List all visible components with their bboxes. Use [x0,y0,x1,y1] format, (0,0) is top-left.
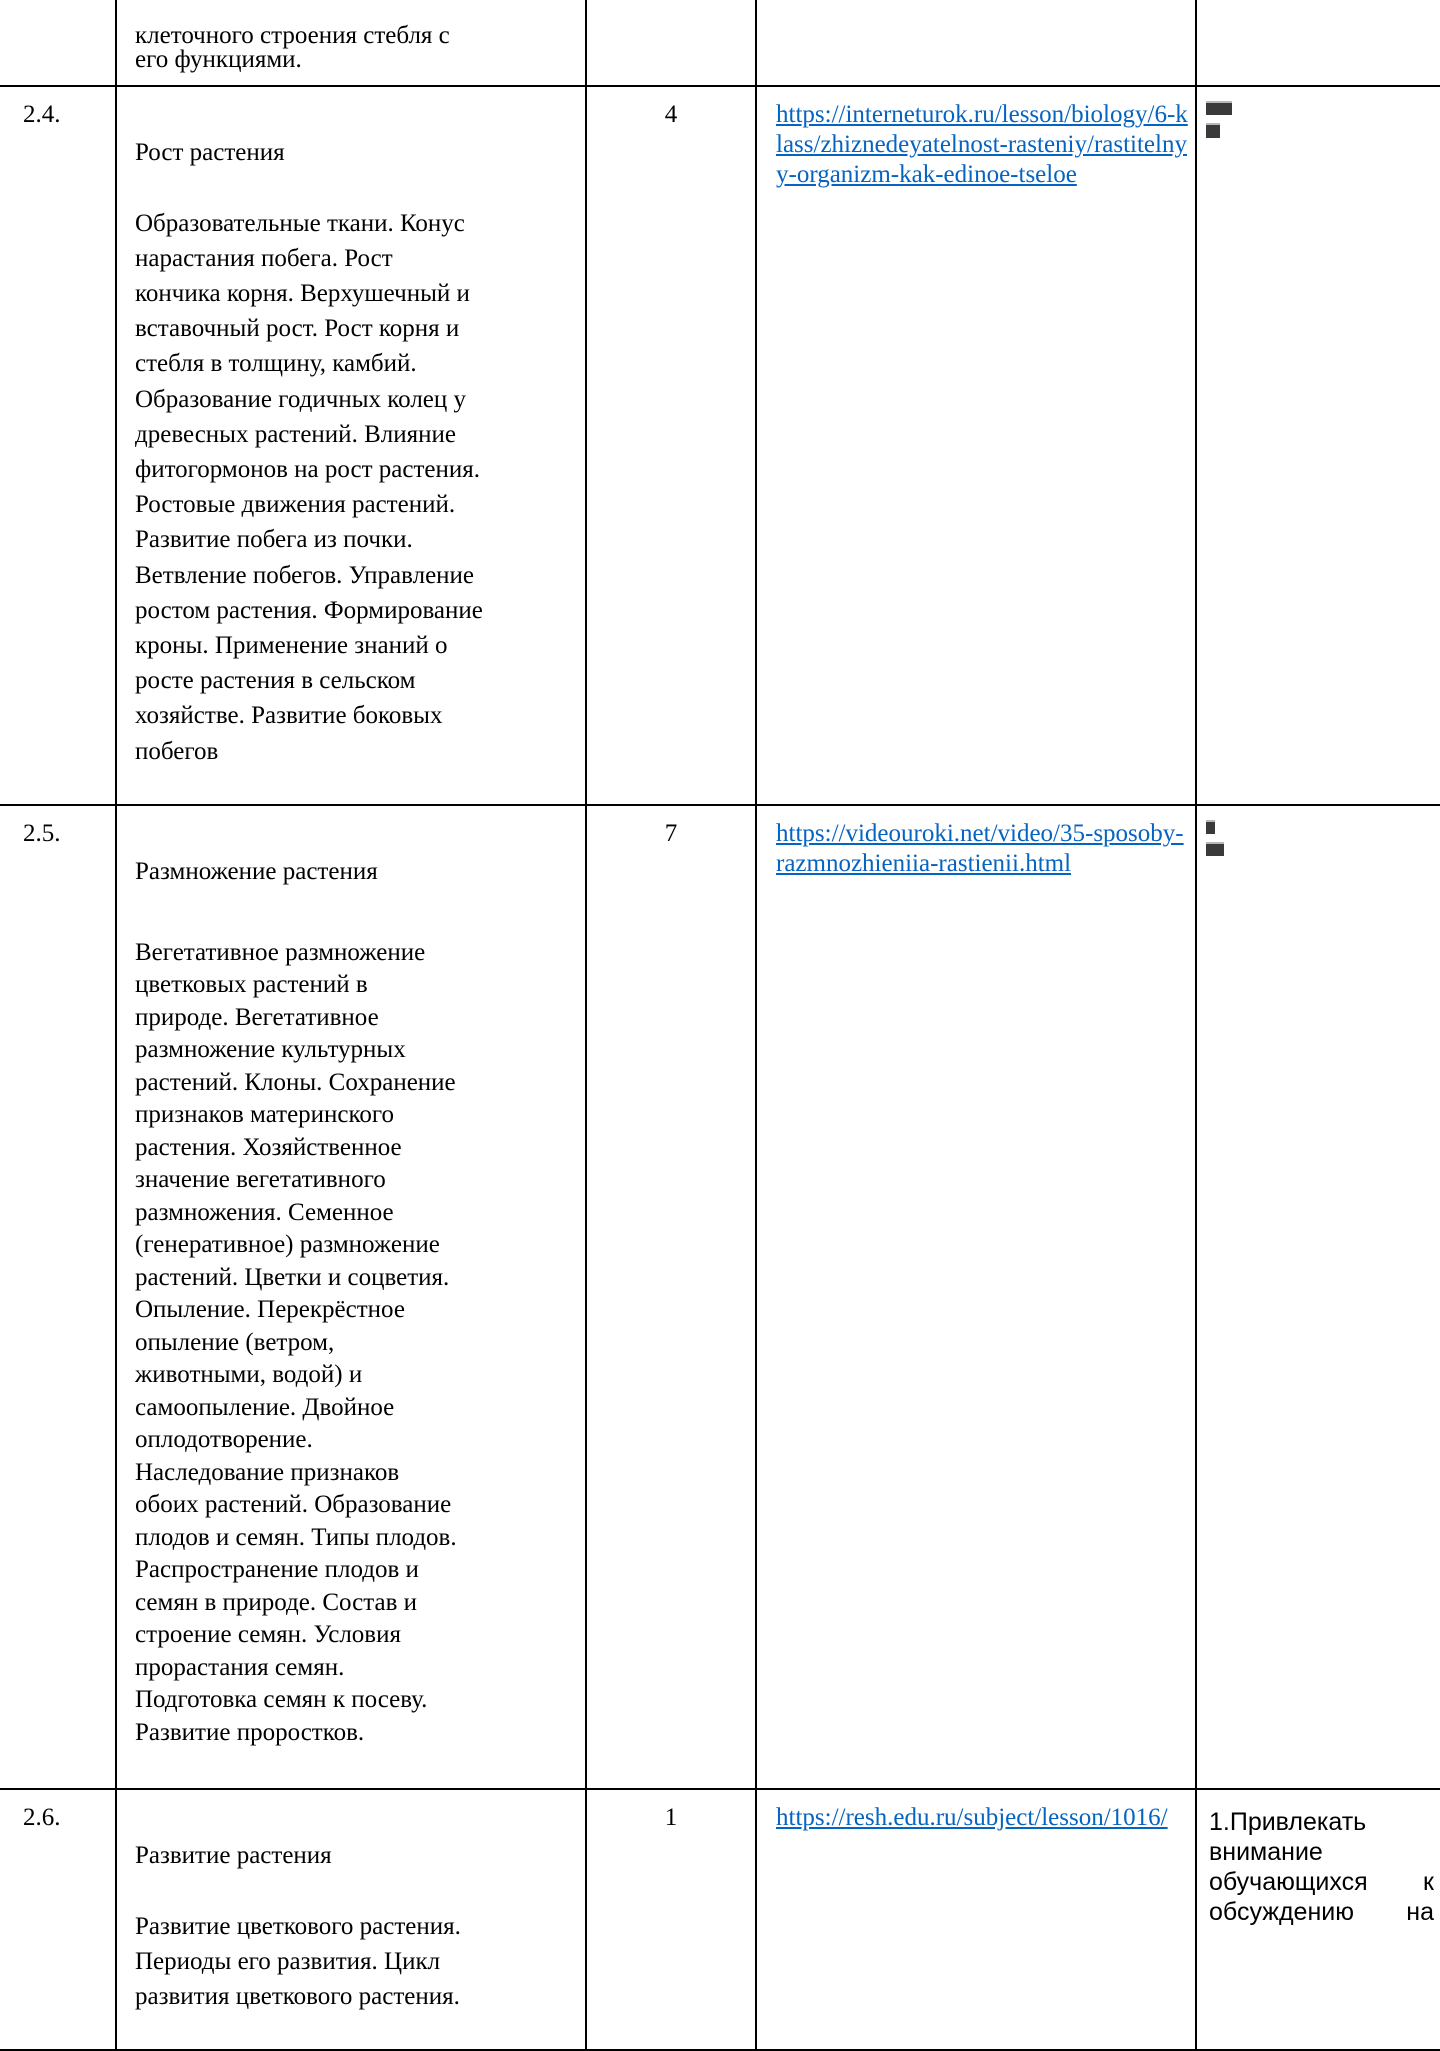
resource-link-cell [756,86,1196,805]
row-number: 2.6. [23,1804,61,1832]
topic-body: Вегетативное размножение цветковых растений в природе. Вегетативное размножение культурных растений. Клоны. Сохранение признаков материнского растения. Хозяйственное значение вегетативного размножения. Семенное (генеративное) размножение растений. Цветки и соцветия. Опыление. Перекрёстное опыление (ветром, животными, водой) и самоопыление. Двойное оплодотворение. Наследование признаков обоих растений. Образование плодов и семян. Типы плодов. Распространение плодов и семян в природе. Состав и строение семян. Условия прорастания семян. Подготовка семян к посеву. Развитие проростков. [135,938,457,1746]
resource-link[interactable]: https://interneturok.ru/lesson/biology/6-klass/zhiznedeyatelnost-rasteniy/rastitelnyy-organizm-kak-edinoe-tseloe [776,101,1188,188]
hours-value: 1 [664,1804,678,1832]
education-cell [1196,86,1440,805]
hours-cell [586,805,756,1789]
number-cell [0,805,116,1789]
topic-cell [116,1789,586,2050]
resource-link-cell [756,0,1196,86]
number-cell [0,1789,116,2050]
table-row [0,0,1440,86]
resource-link-cell [756,1789,1196,2050]
topic-cell [116,805,586,1789]
row-number: 2.5. [23,820,61,848]
row-number: 2.4. [23,101,61,128]
education-cell [1196,805,1440,1789]
hours-value: 7 [664,820,678,848]
resource-link[interactable]: https://videouroki.net/video/35-sposoby-razmnozhieniia-rastienii.html [776,820,1184,878]
embedded-image-placeholder [1197,87,1440,138]
image-fragment [1206,820,1215,834]
table-row [0,86,1440,805]
hours-cell [586,1789,756,2050]
resource-link[interactable]: https://resh.edu.ru/subject/lesson/1016/ [776,1804,1168,1832]
embedded-image-placeholder [1197,806,1440,856]
hours-cell [586,86,756,805]
topic-title: Рост растения [135,139,285,167]
image-fragment [1206,842,1224,856]
resource-link-cell [756,805,1196,1789]
education-text: 1.Привлекать внимание обучающихся к обсуждению на [1209,1808,1434,1927]
hours-cell [586,0,756,86]
hours-value: 4 [664,101,678,128]
number-cell [0,0,116,86]
topic-body: Развитие цветкового растения. Периоды его развития. Цикл развития цветкового растения. [135,1912,461,2011]
education-cell [1196,1789,1440,2050]
education-cell [1196,0,1440,86]
topic-title: Размножение растения [135,858,378,886]
image-fragment [1206,123,1220,138]
topic-cell [116,0,586,86]
topic-title: Развитие растения [135,1842,332,1870]
topic-body: Образовательные ткани. Конус нарастания побега. Рост кончика корня. Верхушечный и вставочный рост. Рост корня и стебля в толщину, камбий. Образование годичных колец у древесных растений. Влияние фитогормонов на рост растения. Ростовые движения растений. Развитие побега из почки. Ветвление побегов. Управление ростом растения. Формирование кроны. Применение знаний о росте растения в сельском хозяйстве. Развитие боковых побегов [135,209,483,765]
topic-cell [116,86,586,805]
topic-body: клеточного строения стебля с его функциями. [135,22,450,73]
image-fragment [1206,101,1232,115]
number-cell [0,86,116,805]
table-row [0,1789,1440,2050]
table-row [0,805,1440,1789]
